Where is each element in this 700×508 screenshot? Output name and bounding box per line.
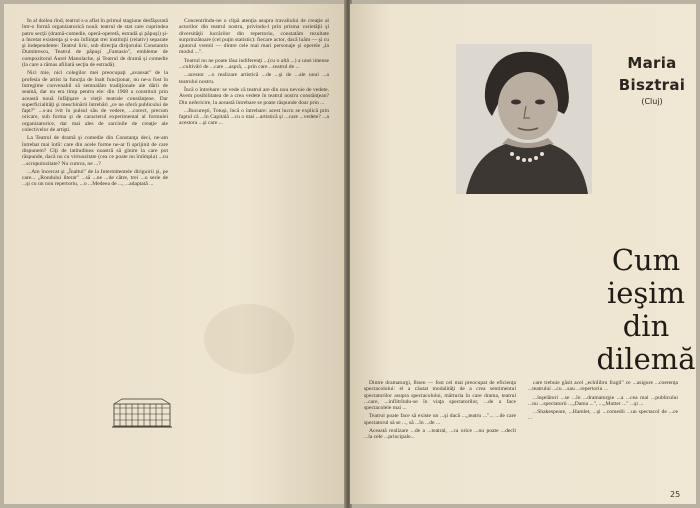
author-name: Maria Bisztrai bbox=[618, 54, 686, 94]
paragraph: În al doilea rînd, teatrul s-a aflat în primul stagiune desfăşurată într-o formă organizatorică nouă: teatrul de stat care cuprindea patru secţii (dramă-comedie, operă-operetă, estradă şi păpuşi) şi-a încetat existenţa şi s-au înfiinţat trei instituţii (relativ) separate şi independente: Teatrul liric, sub direcţia dirijorului Constantin Dumitrescu, Teatrul de păpuşi „Fantasio", embleme de compozitorul Aurel Manolache, şi Teatrul de dramă şi comedie (la care a rămas afiliată secţia de estradă). bbox=[22, 18, 168, 69]
left-page-column-1 bbox=[22, 18, 168, 458]
author-city: (Cluj) bbox=[641, 97, 663, 106]
paragraph: ...Bucureşti, Totuşi, încă o întrebare: acest lucru se explică prin faptul că ...în Capitală ...cu o mai ...artistică şi ...care ...vedete? ...a acestora ...şi care ... bbox=[179, 107, 329, 127]
paragraph: ...Shakespeare, ...Hamlet, ...şi ...comedii ...un spectacol de ...ce ... bbox=[528, 409, 678, 422]
paragraph: care trebuie găsit acel „echilibru fragil" ce ...asigure ...coerenţa ...teatrului ...cu ...sau ...repertoriu ... bbox=[528, 380, 678, 393]
paragraph: ...acestor ...o realizare artistică ...de ...şi de ...ale unui ...a teatrului nostru. bbox=[179, 72, 329, 85]
author-portrait-photo bbox=[456, 44, 592, 194]
paragraph: Teatrul poate face să existe un ...şi dacă ...„teatru ..."... ...de care spectatorul să se ..., să ...în ...de ... bbox=[364, 413, 516, 426]
paragraph: Dintre dramaturgi, Ibsen — fost cel mai preocupat de eficienţa spectacolului: el a căutat modalităţi de a crea sentimentul spectatorilor asupra spectacolului, mărturia în care drama, teatrul ...care, ...infiltrîndu-se în viaţa spectatorilor, ...de a face spectacolele mai ... bbox=[364, 380, 516, 412]
paragraph: Teatrul nu ne poate lăsa indiferenţi ...(cu o altă ...) a unei imense ...cultivări de ...care ...aspră, ...prin care ...teatrul de ... bbox=[179, 57, 329, 71]
paragraph: ...Am încercat şi „Înaltul" de la Intermitentele diriguirii şi, pe care... „Rondului literar" ...să ...ne ...de către, trei ...o serie de ...şi cu un nou repertoriu, ...o ...Medeea de ..., ...adaptată ... bbox=[22, 168, 168, 188]
right-page bbox=[350, 4, 696, 504]
right-page-column-1 bbox=[364, 380, 516, 498]
article-headline: Cum ieşim din dilemă bbox=[596, 243, 696, 376]
paragraph: La Teatrul de dramă şi comedie din Constanţa deci, ne-am întrebat mai întîi: care din acele forme ne-ar fi sprijinit de care dispunem? Cîţi de latitudinea noastră să gînim la care pot răspunde, dacă nu cu virtuozitate (cea ce poate nu întîmpla) ...cu ...scrupulozitate? Nu cumva, ne ...? bbox=[22, 135, 168, 167]
paragraph: Această realizare ...de a ...teatral, ...ca orice ...nu poate ...decît ...la cele ...principale... bbox=[364, 428, 516, 441]
left-page-column-2 bbox=[179, 18, 329, 390]
paragraph: Încă o întrebare: se vede că teatrul are din nou nevoie de vedete. Avem posibilitatea de a crea vedete în teatrul nostru constănţean? Din nefericire, la această întrebare se poate răspunde doar prin ... bbox=[179, 86, 329, 106]
building-sketch-illustration bbox=[112, 396, 172, 430]
left-page bbox=[4, 4, 346, 504]
right-page-column-2 bbox=[528, 380, 678, 486]
paragraph: Nici mie, nici colegilor mei preocupaţi „avansat" de la profesia de artist la funcţia de înalt funcţionar, nu ne-a fost în întregime convenabil să semnalăm tradiţionale ale dării de seamă, dar nu era timp pentru ele: din 1968 a constituit prin această nouă înfăţişare a vieţii teatrale constănţene. Dar superficialităţi şi meschinării întrebări „ce ne oferă publicului de fapt?" ...s-au ivit în pulsul său de vedere, ...corect, precum oricare, sub forma şi de caracterul experimental al formulei organizatorice, dar mai ales de sarcinile de creaţie ale colectivelor de artişti. bbox=[22, 70, 168, 134]
paragraph: Concentrîndu-ne o clipă atenţia asupra travaliului de creaţie al actorilor din teatrul nostru, privindu-l prin prisma varietăţii şi diversităţii lucrărilor din repertoriu, constatăm rezultate surprinzătoare (cel puţin statistic): fiecare actor, dacă luăm — şi cu ajutorul vremii — dintre cele mai mari personaje şi operele „la modul ...". bbox=[179, 18, 329, 56]
page-number: 25 bbox=[670, 490, 681, 499]
paragraph: ...înşelători ...se ...în ...dramaturgie ...a ...cea mai ...publicului ...nu ...spectatorii ...„Dama ...", ...„Mutter ..." ...şi ... bbox=[528, 394, 678, 407]
